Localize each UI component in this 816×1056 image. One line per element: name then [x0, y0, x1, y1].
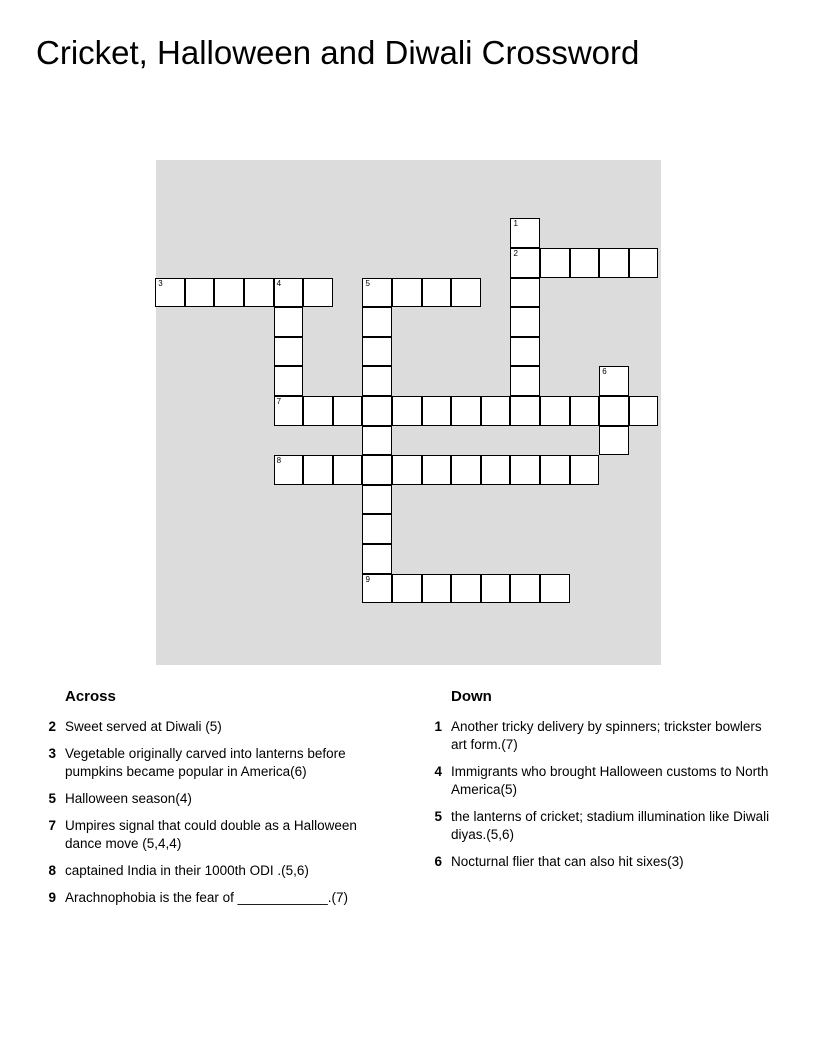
cell-number: 6 [602, 367, 607, 377]
grid-cell[interactable] [303, 396, 333, 426]
clue-number: 7 [48, 818, 56, 833]
grid-cell[interactable] [481, 455, 511, 485]
grid-cell[interactable] [214, 278, 244, 308]
grid-cell[interactable] [362, 485, 392, 515]
clue-text: Halloween season(4) [65, 791, 192, 806]
clue-text: Umpires signal that could double as a Halloween dance move (5,4,4) [65, 818, 357, 851]
grid-cell[interactable] [274, 337, 304, 367]
clue-number: 4 [434, 764, 442, 779]
grid-cell[interactable] [629, 248, 659, 278]
grid-cell[interactable] [510, 574, 540, 604]
cell-number: 3 [158, 278, 163, 288]
down-heading: Down [451, 688, 492, 705]
grid-cell[interactable] [599, 426, 629, 456]
grid-cell[interactable] [510, 278, 540, 308]
grid-cell[interactable] [629, 396, 659, 426]
across-clue [36, 718, 386, 736]
grid-cell[interactable] [510, 455, 540, 485]
grid-cell[interactable] [392, 396, 422, 426]
grid-cell[interactable] [510, 366, 540, 396]
grid-cell[interactable] [362, 337, 392, 367]
cell-number: 9 [365, 574, 370, 584]
clue-text: Sweet served at Diwali (5) [65, 719, 222, 734]
grid-cell[interactable] [510, 396, 540, 426]
grid-cell[interactable] [510, 248, 540, 278]
grid-cell[interactable] [570, 248, 600, 278]
grid-cell[interactable] [362, 544, 392, 574]
page-title: Cricket, Halloween and Diwali Crossword [36, 34, 640, 71]
grid-cell[interactable] [362, 278, 392, 308]
across-clues [36, 688, 386, 916]
down-clue [422, 853, 772, 871]
clue-text: captained India in their 1000th ODI .(5,6) [65, 863, 309, 878]
grid-cell[interactable] [333, 396, 363, 426]
grid-cell[interactable] [274, 278, 304, 308]
cell-number: 1 [513, 219, 518, 229]
grid-cell[interactable] [510, 218, 540, 248]
grid-cell[interactable] [422, 455, 452, 485]
grid-cell[interactable] [362, 396, 392, 426]
grid-cell[interactable] [244, 278, 274, 308]
grid-cell[interactable] [362, 514, 392, 544]
cell-number: 7 [276, 397, 282, 407]
down-clue [422, 808, 772, 844]
across-clue [36, 745, 386, 781]
clue-text: the lanterns of cricket; stadium illumination like Diwali diyas.(5,6) [451, 809, 770, 842]
clue-number: 6 [434, 854, 442, 869]
grid-cell[interactable] [599, 396, 629, 426]
grid-cell[interactable] [599, 366, 629, 396]
grid-cell[interactable] [510, 307, 540, 337]
grid-cell[interactable] [422, 574, 452, 604]
grid-cell[interactable] [422, 396, 452, 426]
grid-cell[interactable] [362, 426, 392, 456]
grid-cell[interactable] [274, 455, 304, 485]
grid-cell[interactable] [451, 278, 481, 308]
clue-number: 1 [434, 719, 442, 734]
clue-text: Arachnophobia is the fear of ____________.(7) [65, 890, 348, 905]
grid-cell[interactable] [422, 278, 452, 308]
cell-number: 2 [513, 249, 518, 259]
grid-cell[interactable] [481, 396, 511, 426]
clue-text: Nocturnal flier that can also hit sixes(3) [451, 854, 684, 869]
across-heading: Across [65, 688, 116, 705]
clue-number: 5 [434, 809, 442, 824]
clue-text: Immigrants who brought Halloween customs to North America(5) [451, 764, 769, 797]
cell-number: 4 [276, 278, 282, 288]
grid-cell[interactable] [362, 455, 392, 485]
grid-cell[interactable] [599, 248, 629, 278]
grid-cell[interactable] [540, 574, 570, 604]
across-clue [36, 889, 386, 907]
clue-text: Vegetable originally carved into lanterns before pumpkins became popular in America(6) [65, 746, 346, 779]
grid-cell[interactable] [274, 396, 304, 426]
grid-cell[interactable] [333, 455, 363, 485]
grid-cell[interactable] [274, 366, 304, 396]
clue-number: 8 [48, 863, 56, 878]
grid-cell[interactable] [510, 337, 540, 367]
grid-cell[interactable] [540, 248, 570, 278]
grid-cell[interactable] [570, 396, 600, 426]
down-clue [422, 718, 772, 754]
grid-cell[interactable] [540, 396, 570, 426]
grid-cell[interactable] [451, 574, 481, 604]
grid-cell[interactable] [451, 455, 481, 485]
clue-number: 9 [48, 890, 56, 905]
grid-cell[interactable] [362, 366, 392, 396]
grid-cell[interactable] [274, 307, 304, 337]
clue-number: 2 [48, 719, 56, 734]
grid-cell[interactable] [185, 278, 215, 308]
grid-cell[interactable] [392, 278, 422, 308]
down-clue [422, 763, 772, 799]
grid-cell[interactable] [362, 307, 392, 337]
grid-cell[interactable] [540, 455, 570, 485]
grid-cell[interactable] [303, 455, 333, 485]
cell-number: 5 [365, 278, 370, 288]
grid-cell[interactable] [392, 574, 422, 604]
grid-cell[interactable] [570, 455, 600, 485]
grid-cell[interactable] [155, 278, 185, 308]
across-clue [36, 790, 386, 808]
crossword-grid [156, 160, 661, 665]
across-clue [36, 862, 386, 880]
across-clue [36, 817, 386, 853]
clue-number: 5 [48, 791, 56, 806]
grid-cell[interactable] [481, 574, 511, 604]
cell-number: 8 [276, 456, 282, 466]
grid-cell[interactable] [303, 278, 333, 308]
clue-number: 3 [48, 746, 56, 761]
down-clues [422, 688, 772, 880]
grid-cell[interactable] [362, 574, 392, 604]
clue-text: Another tricky delivery by spinners; trickster bowlers art form.(7) [451, 719, 762, 752]
grid-cell[interactable] [451, 396, 481, 426]
grid-cell[interactable] [392, 455, 422, 485]
